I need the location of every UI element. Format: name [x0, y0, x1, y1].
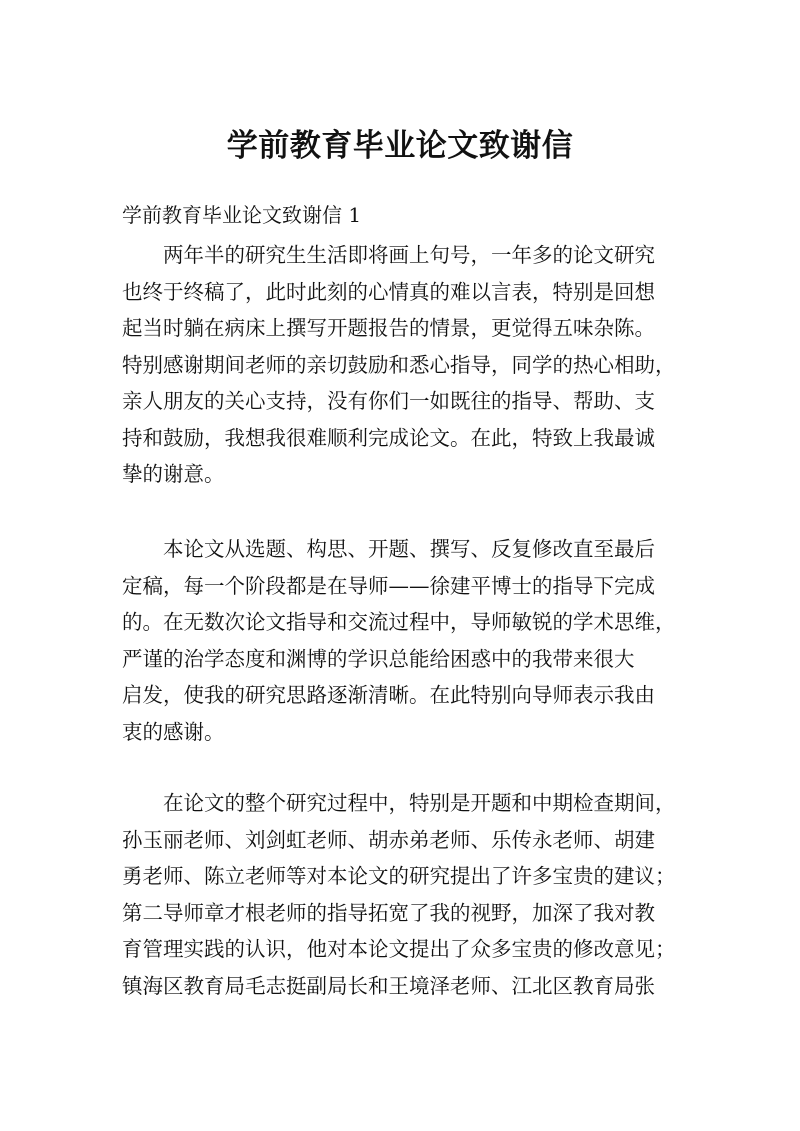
- paragraph-1: [122, 237, 692, 493]
- paragraph-line: 孙玉丽老师、刘剑虹老师、胡赤弟老师、乐传永老师、胡建: [122, 827, 655, 852]
- paragraph-line: 镇海区教育局毛志挺副局长和王境泽老师、江北区教育局张: [122, 973, 655, 998]
- document-title: 学前教育毕业论文致谢信: [226, 128, 574, 164]
- paragraph-line: 两年半的研究生生活即将画上句号，一年多的论文研究: [163, 243, 655, 267]
- paragraph-line: 也终于终稿了，此时此刻的心情真的难以言表，特别是回想: [122, 279, 655, 304]
- paragraph-line: 持和鼓励，我想我很难顺利完成论文。在此，特致上我最诚: [122, 425, 655, 450]
- section-subheading: 学前教育毕业论文致谢信 1: [122, 203, 362, 227]
- paragraph-line: 本论文从选题、构思、开题、撰写、反复修改直至最后: [163, 537, 655, 561]
- paragraph-line: 勇老师、陈立老师等对本论文的研究提出了许多宝贵的建议；: [122, 864, 676, 888]
- paragraph-line: 衷的感谢。: [122, 719, 225, 744]
- paragraph-line: 特别感谢期间老师的亲切鼓励和悉心指导，同学的热心相助，: [122, 352, 676, 377]
- paragraph-line: 挚的谢意。: [122, 462, 225, 486]
- paragraph-line: 亲人朋友的关心支持，没有你们一如既往的指导、帮助、支: [122, 389, 655, 413]
- paragraph-line: 启发，使我的研究思路逐渐清晰。在此特别向导师表示我由: [122, 683, 655, 707]
- paragraph-line: 的。在无数次论文指导和交流过程中，导师敏锐的学术思维，: [122, 610, 676, 634]
- paragraph-line: 育管理实践的认识，他对本论文提出了众多宝贵的修改意见；: [122, 937, 676, 961]
- paragraph-line: 严谨的治学态度和渊博的学识总能给困惑中的我带来很大: [122, 646, 635, 671]
- paragraph-2: [122, 531, 692, 750]
- paragraph-line: 第二导师章才根老师的指导拓宽了我的视野，加深了我对教: [122, 900, 655, 925]
- paragraph-line: 起当时躺在病床上撰写开题报告的情景，更觉得五味杂陈。: [122, 316, 655, 340]
- paragraph-line: 在论文的整个研究过程中，特别是开题和中期检查期间，: [163, 791, 676, 815]
- paragraph-3: [122, 785, 692, 1004]
- paragraph-line: 定稿，每一个阶段都是在导师——徐建平博士的指导下完成: [122, 573, 655, 598]
